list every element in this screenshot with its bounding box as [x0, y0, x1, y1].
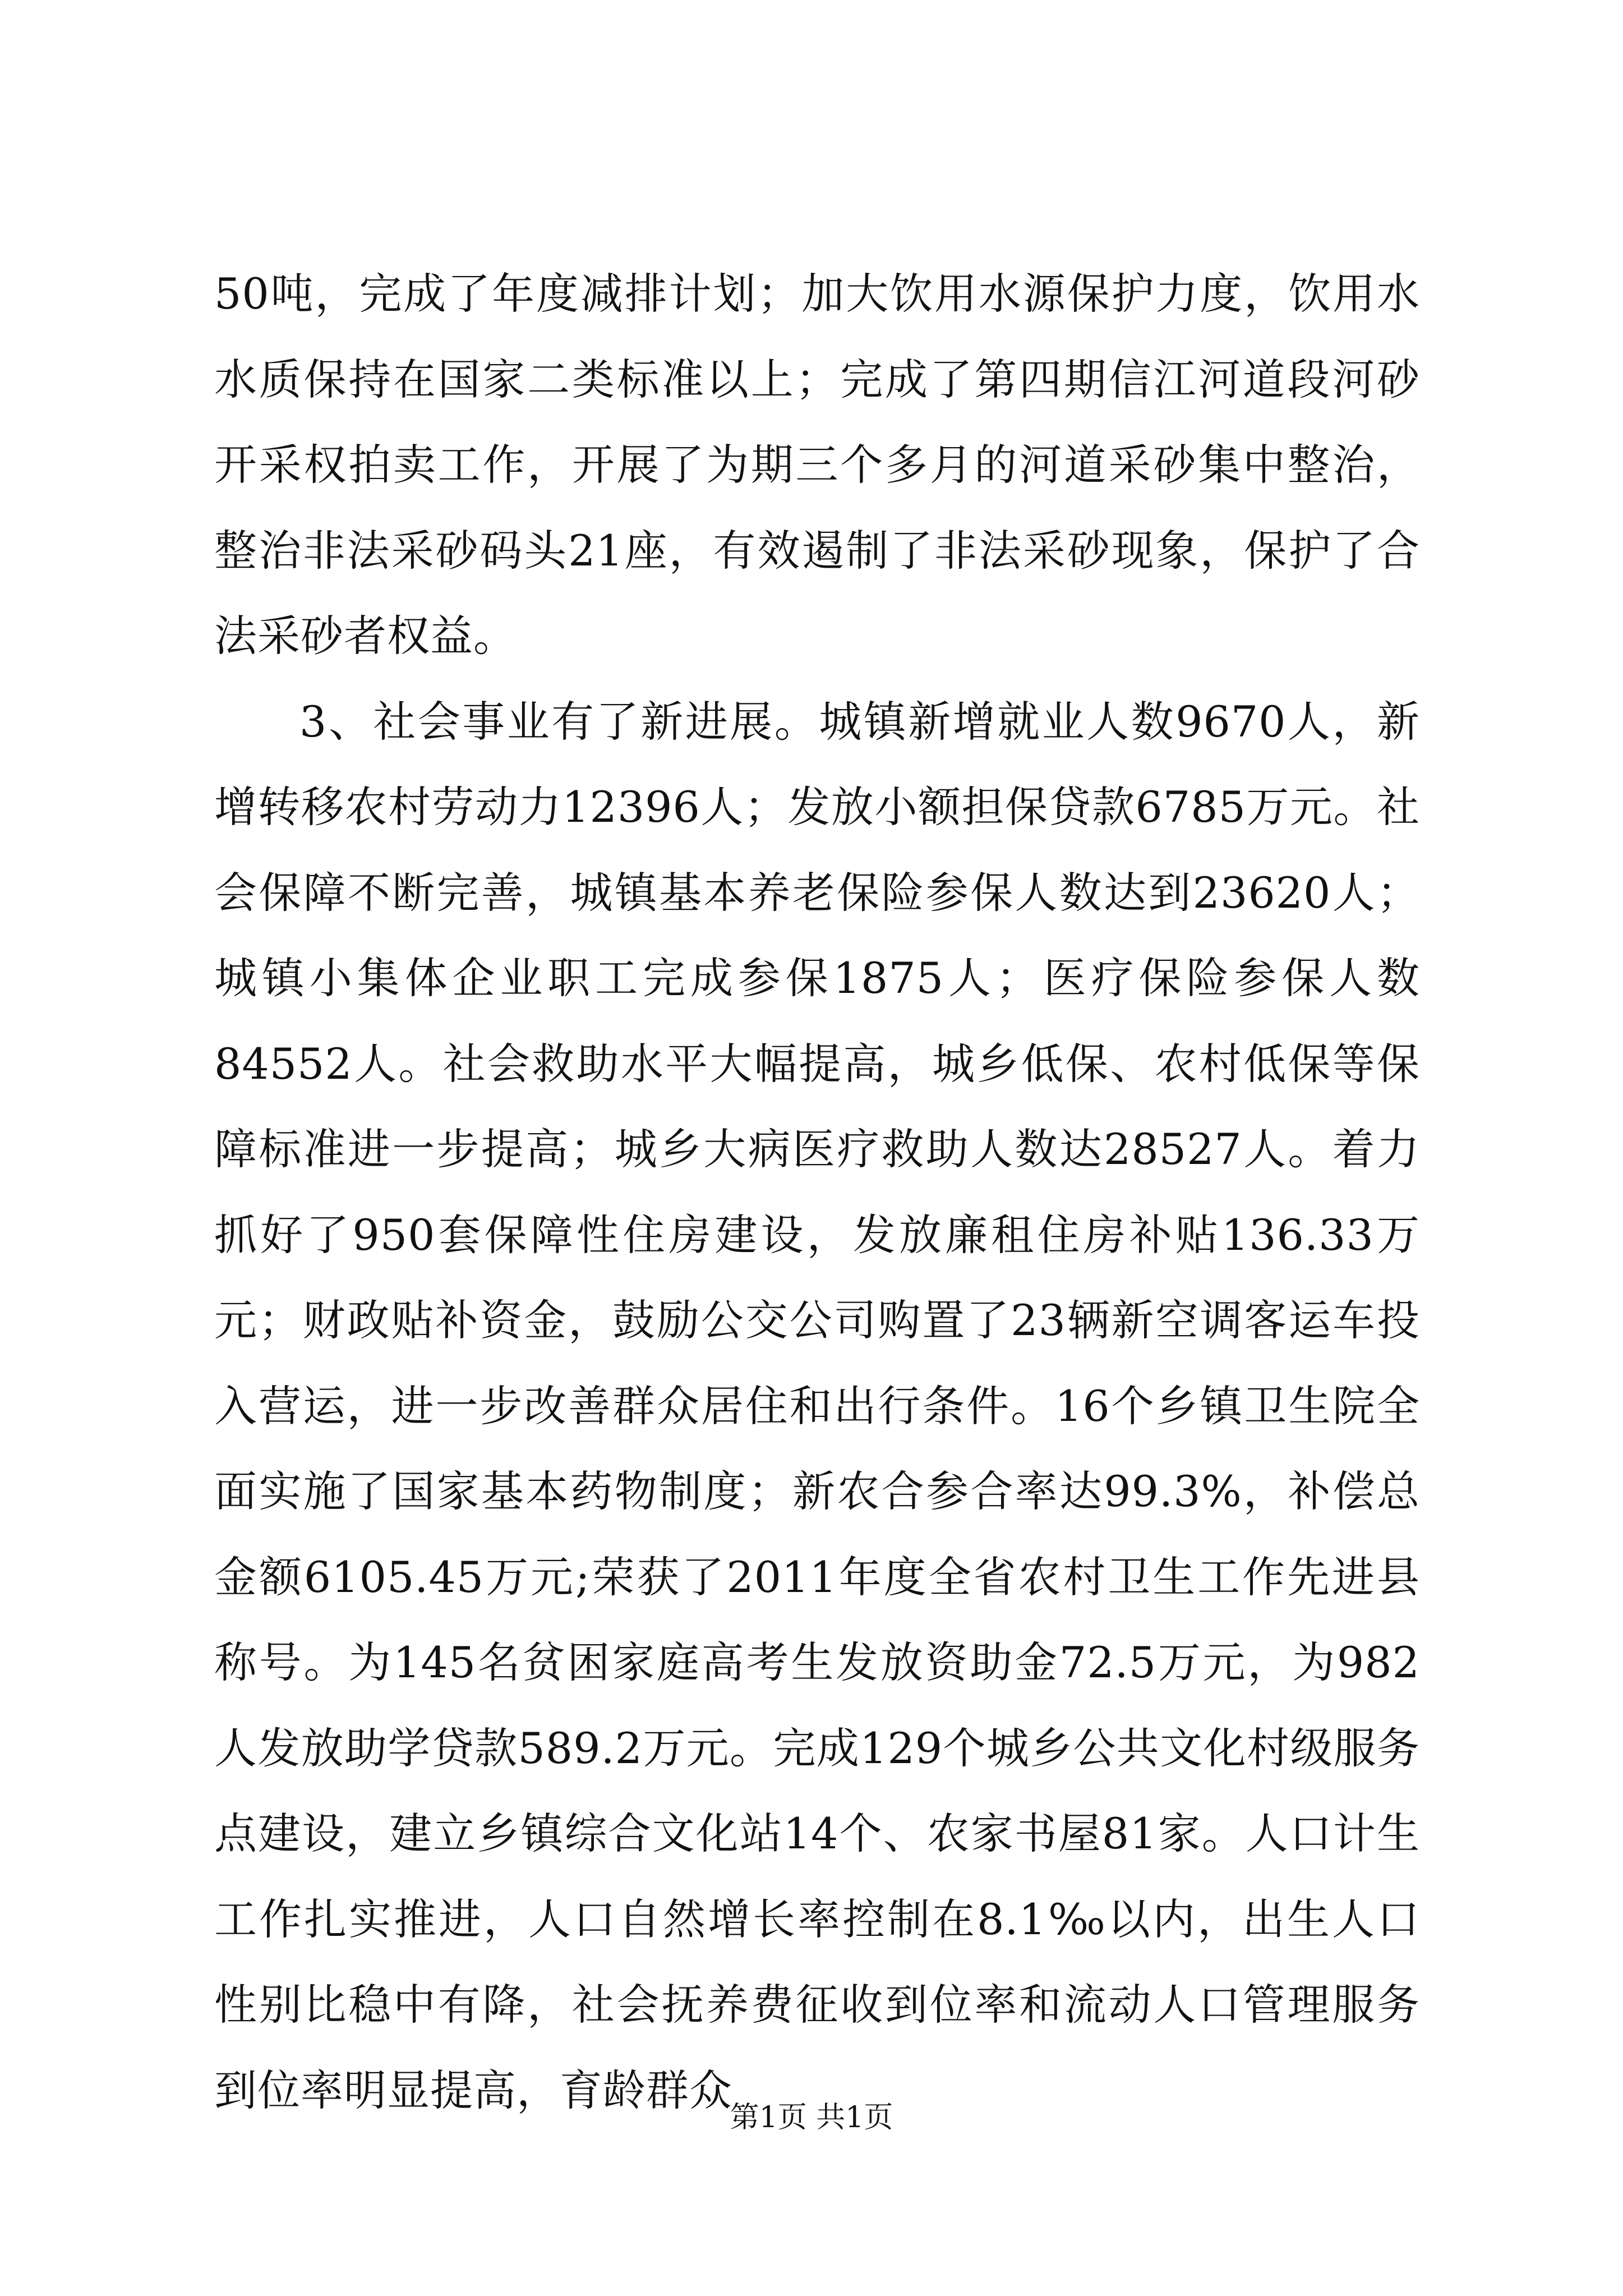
- document-body: [214, 251, 1420, 2133]
- paragraph-social-progress: 3、社会事业有了新进展。城镇新增就业人数9670人，新增转移农村劳动力12396人；发放小额担保贷款6785万元。社会保障不断完善，城镇基本养老保险参保人数达到23620人；城镇小集体企业职工完成参保1875人；医疗保险参保人数84552人。社会救助水平大幅提高，城乡低保、农村低保等保障标准进一步提高；城乡大病医疗救助人数达28527人。着力抓好了950套保障性住房建设，发放廉租住房补贴136.33万元；财政贴补资金，鼓励公交公司购置了23辆新空调客运车投入营运，进一步改善群众居住和出行条件。16个乡镇卫生院全面实施了国家基本药物制度；新农合参合率达99.3%，补偿总金额6105.45万元;荣获了2011年度全省农村卫生工作先进县称号。为145名贫困家庭高考生发放资助金72.5万元，为982人发放助学贷款589.2万元。完成129个城乡公共文化村级服务点建设，建立乡镇综合文化站14个、农家书屋81家。人口计生工作扎实推进，人口自然增长率控制在8.1‰以内，出生人口性别比稳中有降，社会抚养费征收到位率和流动人口管理服务到位率明显提高，育龄群众: [214, 696, 1420, 2115]
- page-number-label: 第1页 共1页: [730, 2101, 893, 2134]
- page-footer: [0, 2098, 1623, 2137]
- paragraph-environment: 50吨，完成了年度减排计划；加大饮用水源保护力度，饮用水水质保持在国家二类标准以上；完成了第四期信江河道段河砂开采权拍卖工作，开展了为期三个多月的河道采砂集中整治，整治非法采砂码头21座，有效遏制了非法采砂现象，保护了合法采砂者权益。: [214, 269, 1420, 661]
